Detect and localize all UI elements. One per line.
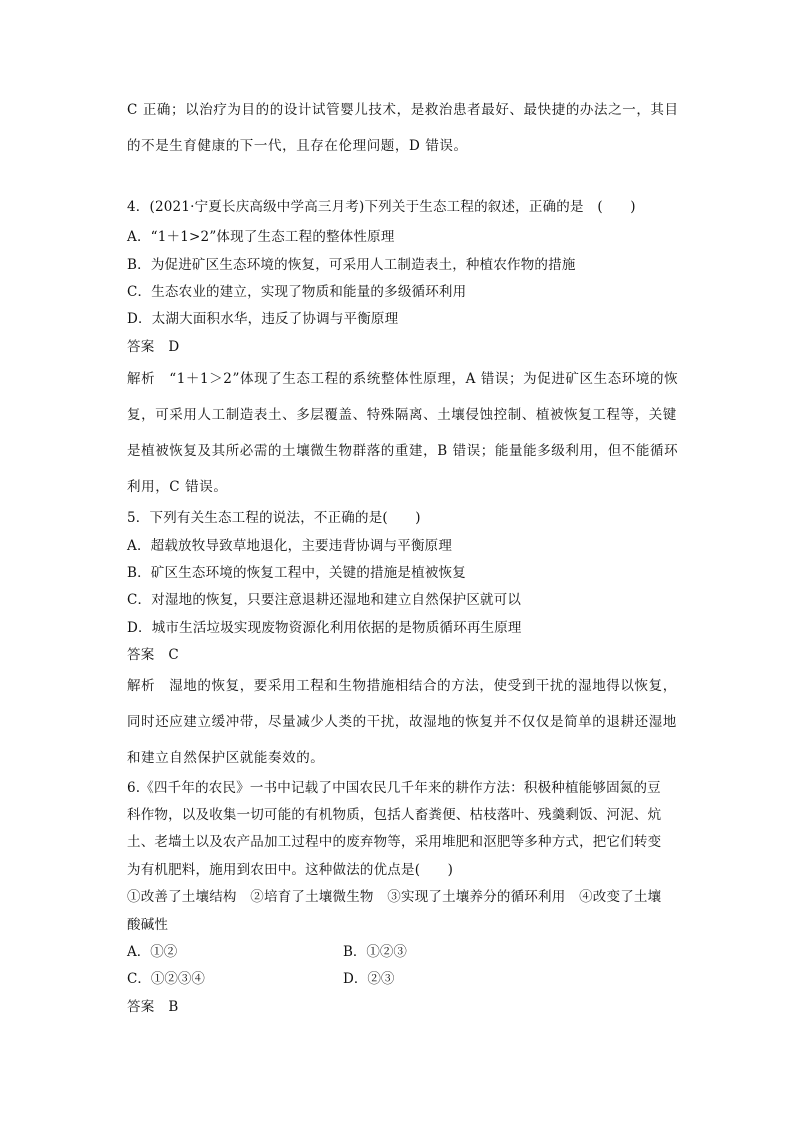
analysis-label: 解析 — [127, 678, 156, 694]
answer-value: B — [168, 999, 179, 1015]
answer-label: 答案 — [127, 999, 155, 1015]
analysis-label: 解析 — [127, 371, 156, 387]
answer-label: 答案 — [127, 339, 155, 355]
q4-stem: 4．(2021·宁夏长庆高级中学高三月考)下列关于生态工程的叙述，正确的是 ( ) — [127, 199, 636, 215]
q4-analysis-line-4: 利用，C 错误。 — [127, 479, 228, 495]
q6-stem-line-3: 土、老墙土以及农产品加工过程中的废弃物等，采用堆肥和沤肥等多种方式，把它们转变 — [127, 834, 662, 850]
answer-label: 答案 — [127, 647, 155, 663]
q6-option-b: B．①②③ — [343, 944, 407, 960]
analysis-text: 湿地的恢复，要采用工程和生物措施相结合的方法，使受到干扰的湿地得以恢复， — [169, 678, 677, 694]
q5-analysis-line-3: 和建立自然保护区就能奏效的。 — [127, 750, 325, 766]
q4-analysis-line-1 — [127, 370, 687, 388]
q5-answer — [127, 646, 687, 664]
q4-analysis-line-3: 是植被恢复及其所必需的土壤微生物群落的重建，B 错误；能量能多级利用，但不能循环 — [127, 443, 679, 459]
q4-option-b: B．为促进矿区生态环境的恢复，可采用人工制造表土，种植农作物的措施 — [127, 257, 576, 273]
intro-line-1: C 正确；以治疗为目的的设计试管婴儿技术，是救治患者最好、最快捷的办法之一，其目 — [127, 102, 679, 118]
answer-value: C — [168, 647, 179, 663]
q5-option-d: D．城市生活垃圾实现废物资源化利用依据的是物质循环再生原理 — [127, 620, 522, 636]
q5-analysis-line-2: 同时还应建立缓冲带，尽量减少人类的干扰，故湿地的恢复并不仅仅是简单的退耕还湿地 — [127, 714, 677, 730]
q5-option-a: A．超载放牧导致草地退化，主要违背协调与平衡原理 — [127, 538, 453, 554]
q4-option-a: A．“1＋1>2”体现了生态工程的整体性原理 — [127, 229, 395, 245]
q5-stem: 5．下列有关生态工程的说法，不正确的是( ) — [127, 510, 421, 526]
q6-stem-line-6: 酸碱性 — [127, 917, 169, 933]
q5-analysis-line-1 — [127, 677, 687, 695]
q4-option-d: D．太湖大面积水华，违反了协调与平衡原理 — [127, 311, 399, 327]
q6-stem-line-4: 为有机肥料，施用到农田中。这种做法的优点是( ) — [127, 862, 454, 878]
intro-line-2: 的不是生育健康的下一代，且存在伦理问题，D 错误。 — [127, 138, 468, 154]
answer-value: D — [168, 339, 180, 355]
q6-stem-line-2: 科作物，以及收集一切可能的有机物质，包括人畜粪便、枯枝落叶、残羹剩饭、河泥、炕 — [127, 807, 662, 823]
q5-option-c: C．对湿地的恢复，只要注意退耕还湿地和建立自然保护区就可以 — [127, 592, 522, 608]
q6-option-d: D．②③ — [343, 971, 395, 987]
q4-analysis-line-2: 复，可采用人工制造表土、多层覆盖、特殊隔离、土壤侵蚀控制、植被恢复工程等，关键 — [127, 407, 677, 423]
q6-option-c: C．①②③④ — [127, 971, 205, 987]
q6-stem-line-1: 6.《四千年的农民》一书中记载了中国农民几千年来的耕作方法：积极种植能够固氮的豆 — [127, 780, 661, 796]
analysis-text: “1＋1＞2”体现了生态工程的系统整体性原理，A 错误；为促进矿区生态环境的恢 — [169, 371, 679, 387]
q5-option-b: B．矿区生态环境的恢复工程中，关键的措施是植被恢复 — [127, 565, 466, 581]
q6-stem-line-5: ①改善了土壤结构 ②培育了土壤微生物 ③实现了土壤养分的循环利用 ④改变了土壤 — [127, 889, 662, 905]
q6-option-a: A．①② — [127, 944, 178, 960]
q4-answer — [127, 338, 687, 356]
q6-answer — [127, 998, 687, 1016]
q4-option-c: C．生态农业的建立，实现了物质和能量的多级循环利用 — [127, 284, 467, 300]
